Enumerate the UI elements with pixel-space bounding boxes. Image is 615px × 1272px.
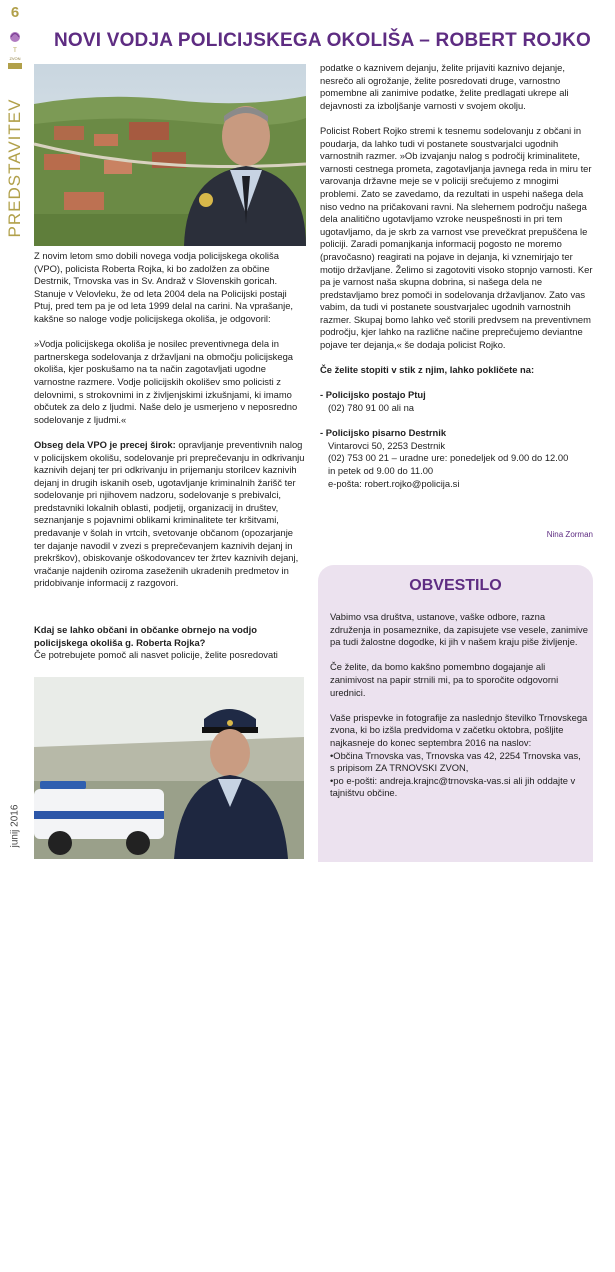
issue-date: junij 2016: [9, 804, 21, 848]
notice-email-item: •po e-pošti: andreja.krajnc@trnovska-vas.si ali jih oddajte v tajništvu občine.: [330, 774, 576, 799]
article-column-left: [34, 250, 306, 603]
duties-text: opravljanje preventivnih nalog v policijskem okolišu, sodelovanje pri preprečevanju in odkrivanju kaznivih dejanj ter pri odkrivanju in prijemanju storilcev kaznivih dejanj in drugih iskanih oseb, ugotavljanje kriminalnih žarišč ter sodelovanje pri njihovem nadzoru, sodelovanje s prebivalci, predstavniki lokalnih oblasti, podjetij, organizacij in društev, seznanjanje s pojavnimi oblikami kriminalitete ter kršitvami, predavanje v šolah in vrtcih, svetovanje občanom (opozarjanje ter dajanje navodil v zvezi s preprečevanjem kaznivih dejanj in prekrškov), obiskovanje oškodovancev ter žrtev kaznivih dejanj, vračanje najdenih oziroma zaseženih ukradenih predmetov in pridobivanje informacij z razgovori.: [34, 438, 305, 589]
duties-paragraph: [34, 439, 306, 590]
article-author: Nina Zorman: [546, 530, 593, 539]
notice-paragraph-1: Vabimo vsa društva, ustanove, vaške odbore, razna združenja in posameznike, da zapisujete vse vesele, zanimive pa tudi žalostne dogodke, ki jih v našem kraju piše življenje.: [330, 611, 588, 648]
question-block: [34, 624, 306, 662]
section-label: PREDSTAVITEV: [5, 98, 24, 238]
question-heading: Kdaj se lahko občani in občanke obrnejo na vodjo policijskega okoliša g. Roberta Rojka?: [34, 624, 257, 648]
contact-office-email: e-pošta: robert.rojko@policija.si: [328, 477, 460, 489]
notice-body: [330, 611, 588, 800]
page-number: 6: [10, 4, 20, 21]
svg-text:ZVON: ZVON: [9, 56, 21, 61]
contact-station-phone: (02) 780 91 00 ali na: [328, 402, 415, 414]
contact-office-hours-friday: in petek od 9.00 do 11.00: [328, 465, 434, 476]
notice-box: [318, 565, 595, 1272]
article-title: NOVI VODJA POLICIJSKEGA OKOLIŠA – ROBERT ROJKO: [53, 30, 592, 51]
officer-portrait-photo: [34, 64, 306, 246]
notice-paragraph-2: Če želite, da bomo kakšno pomembno dogajanje ali zanimivost na papir strnili mi, pa to sporočite odgovorni urednici.: [330, 661, 559, 698]
trnovski-zvon-logo: [4, 28, 26, 74]
notice-watermark: OBVESTILO: [564, 1097, 595, 1272]
notice-paragraph-3: Vaše prispevke in fotografije za naslednjo številko Trnovskega zvona, ki bo izšla predvidoma v začetku oktobra, pošljite najkasneje do konec septembra 2016 na naslov:: [330, 711, 588, 748]
contact-station-name: - Policijsko postajo Ptuj: [320, 389, 426, 401]
article-column-right: [320, 62, 593, 490]
svg-text:T: T: [13, 48, 17, 54]
notice-address-item: •Občina Trnovska vas, Trnovska vas 42, 2254 Trnovska vas, s pripisom ZA TRNOVSKI ZVON,: [330, 749, 581, 774]
intro-paragraph: Z novim letom smo dobili novega vodja policijskega okoliša (VPO), policista Roberta Rojka, ki bo zadolžen za občine Destrnik, Trnovska vas in Sv. Andraž v Slovenskih goricah. Stanuje v Velovleku, že od leta 2004 dela na Policijski postaji Ptuj, pred tem pa je od leta 1999 delal na carini. Na vprašanje, kakšne so naloge vodje policijskega okoliša, je odgovoril:: [34, 250, 294, 324]
notice-title: OBVESTILO: [409, 577, 502, 594]
question-answer-start: Če potrebujete pomoč ali nasvet policije, želite posredovati: [34, 649, 278, 661]
quote-paragraph: »Vodja policijskega okoliša je nosilec preventivnega dela in partnerskega sodelovanja z državljani na območju policijskega okoliša, kjer poskušamo na ta način zagotavljati ugodne varnostne razmere. Vodje policijskih okolišev smo policisti z delovnimi, s strokovnimi in z življenjskimi izkušnjami, ki imamo občutek za delo z ljudmi. Naše delo je usmerjeno v neposredno sodelovanje z ljudmi.«: [34, 338, 298, 425]
cooperation-paragraph: Policist Robert Rojko stremi k tesnemu sodelovanju z občani in poudarja, da lahko tudi vi postanete soustvarjalci ugodnih varnostnih razmer. »Ob izvajanju nalog s področij kriminalitete, varnosti cestnega prometa, zagotavljanja javnega reda in miru ter varovanja državne meje se v policiji srečujemo z mnogimi problemi. Zato se zavedamo, da rezultati in uspehi našega dela niso vedno na pričakovani ravni. Na slehernem področju našega dela analitično ugotavljamo vzroke neuspešnosti in pri tem ugotavljamo, da je skrb za varnost vse prevečkrat prepuščena le policiji. Zaradi pomanjkanja informacij pogosto ne moremo (pravočasno) reagirati na pojave in dejanja, ki vznemirjajo ter motijo državljane. Želimo si zagotoviti visoko stopnjo varnosti. Ker pa je varnost naša skupna dobrina, si našega dela ne predstavljamo brez pomoči in sodelovanja državljanov. Zato vas vabim, da tudi vi postanete soustvarjalec ugodnih varnostnih razmer. Skupaj bomo lahko več storili predvsem na preventivnem področju, kjer lahko na različne načine preprečujemo deviantne pojave ter dejanja,« še dodaja policist Rojko.: [320, 124, 593, 351]
duties-lead: Obseg dela VPO je precej širok:: [34, 438, 176, 450]
left-sidebar: [0, 0, 30, 877]
officer-with-car-photo: [34, 677, 304, 859]
contact-heading: Če želite stopiti v stik z njim, lahko pokličete na:: [320, 364, 535, 376]
contact-office-hours: (02) 753 00 21 – uradne ure: ponedeljek od 9.00 do 12.00: [328, 452, 569, 464]
contact-office-name: - Policijsko pisarno Destrnik: [320, 427, 447, 439]
contact-office-address: Vintarovci 50, 2253 Destrnik: [328, 439, 446, 451]
continued-paragraph: podatke o kaznivem dejanju, želite prijaviti kaznivo dejanje, nesrečo ali ogrožanje, želite posredovati druge, varnostno pomembne ali zanimive podatke, želite predlagati ukrepe ali dejavnosti za izboljšanje varnosti v svojem okolju.: [320, 62, 569, 111]
